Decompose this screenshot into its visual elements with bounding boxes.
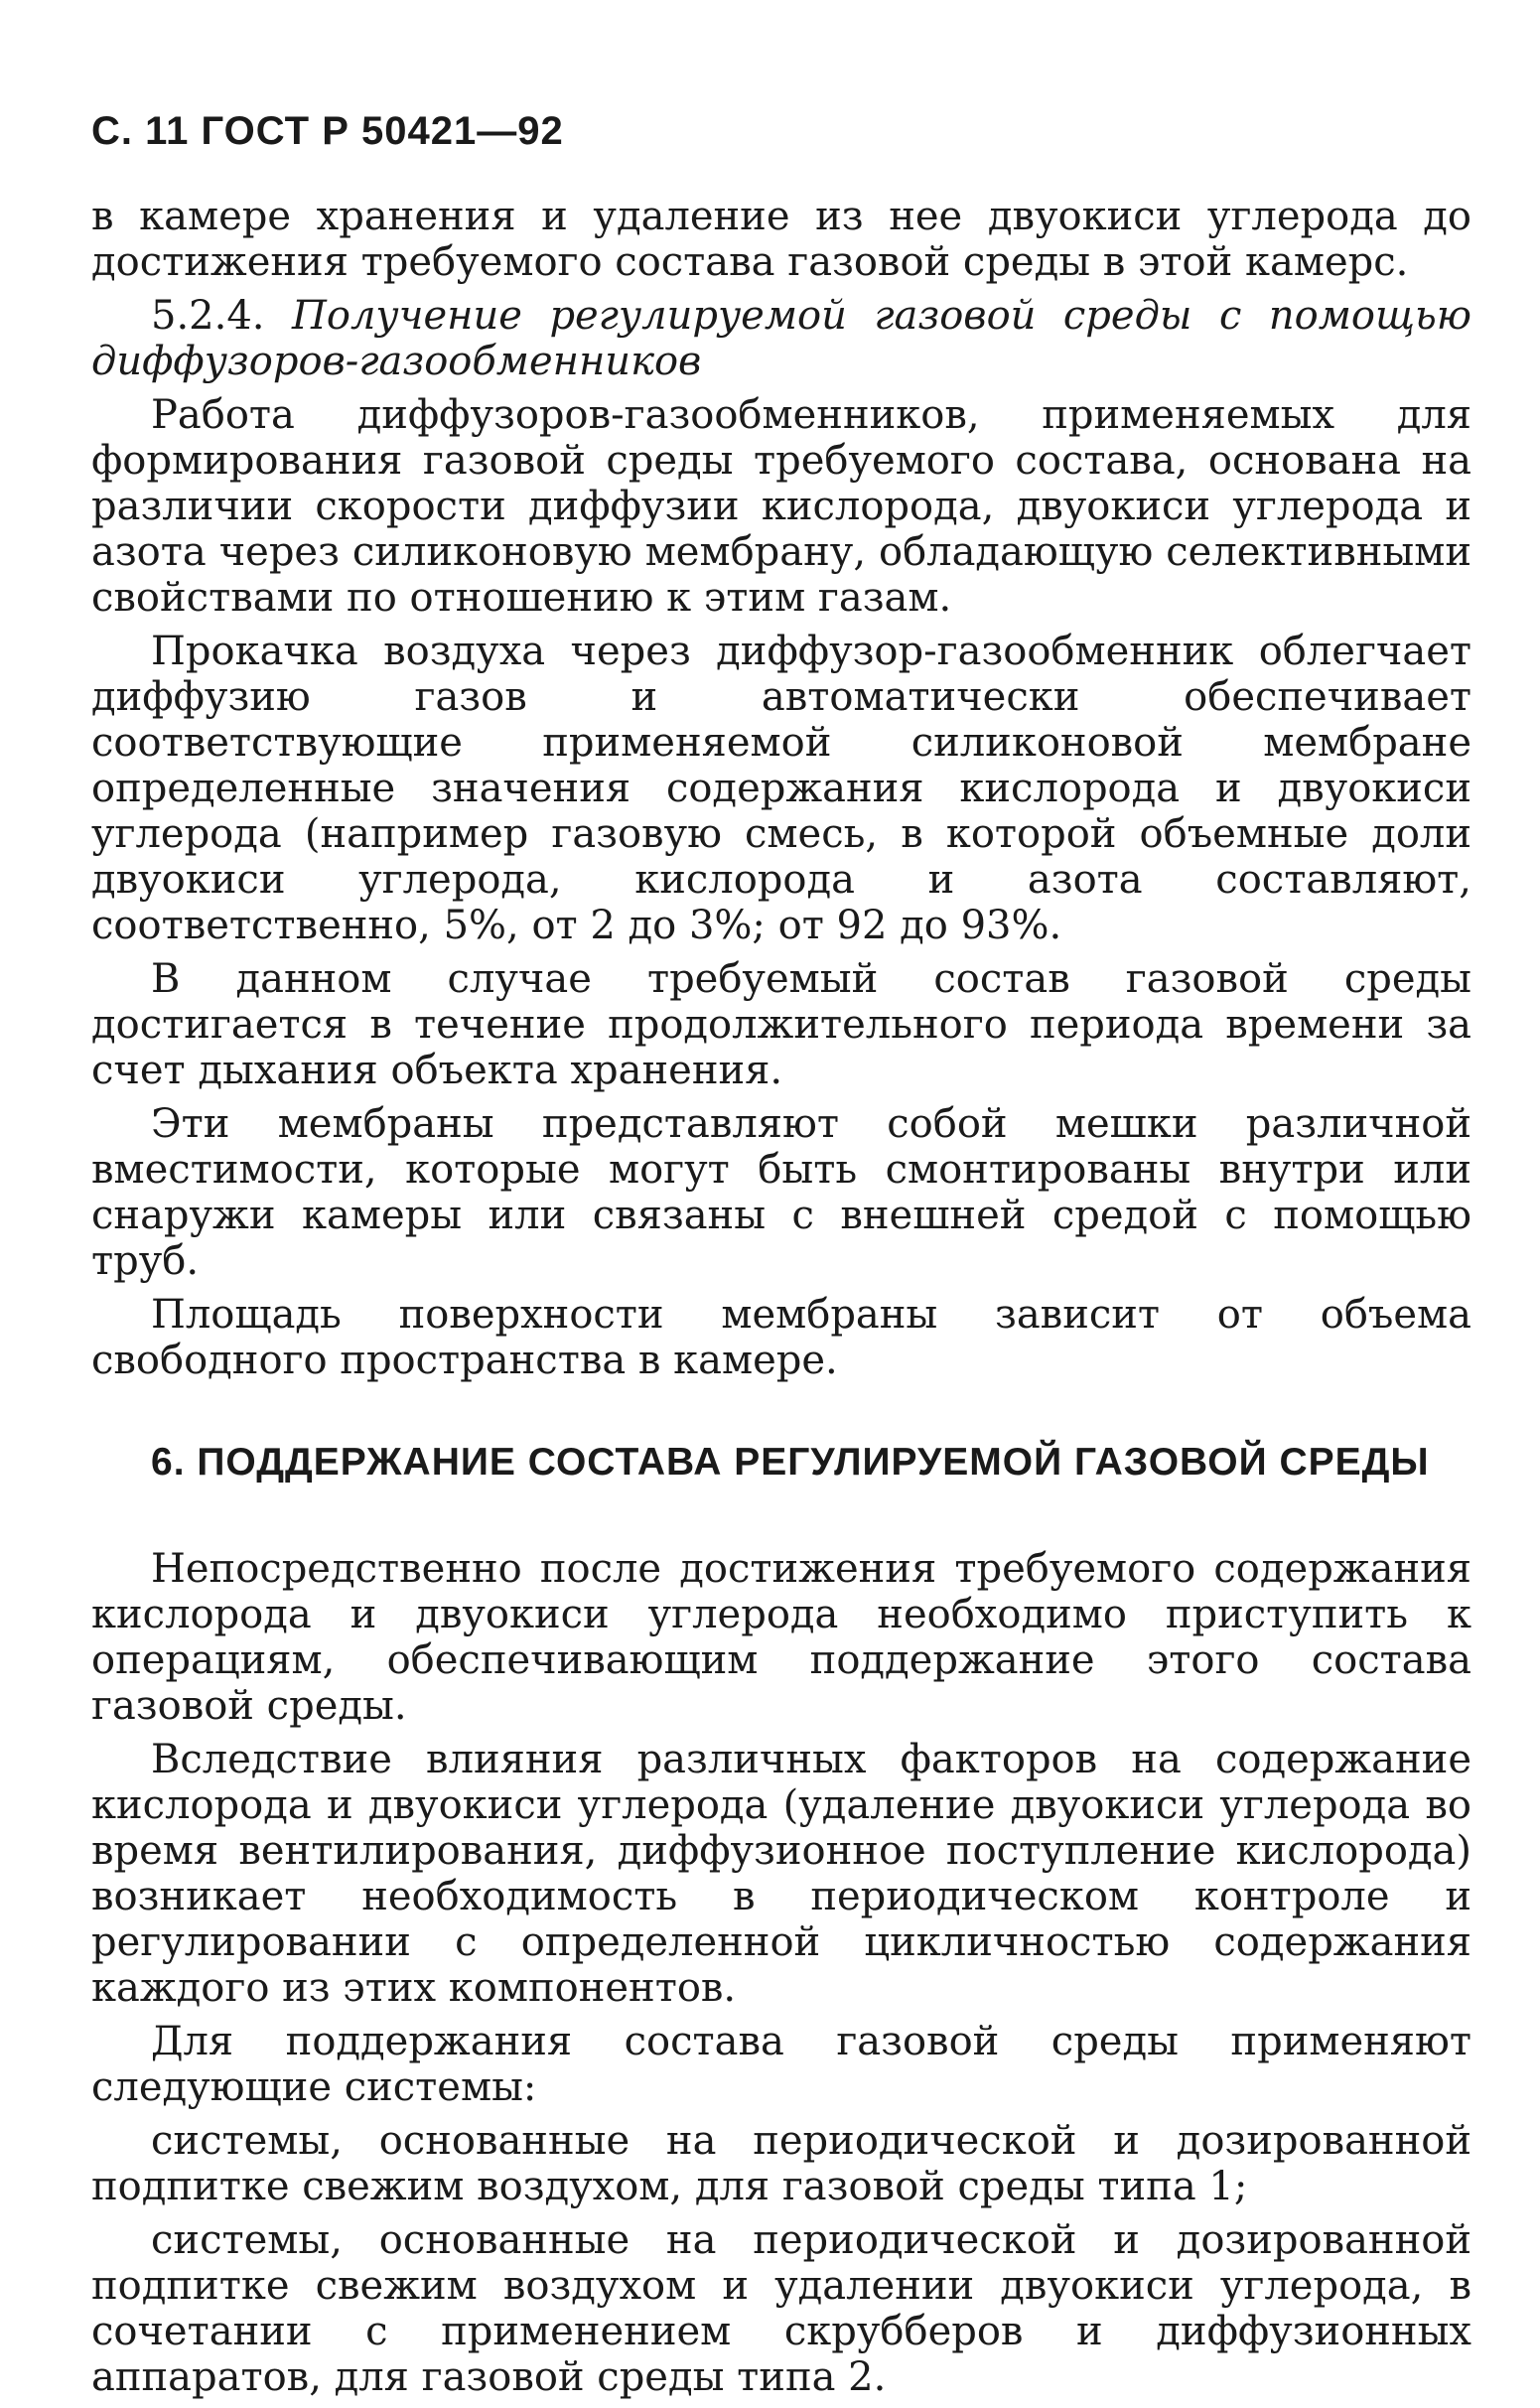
paragraph: Непосредственно после достижения требуемого содержания кислорода и двуокиси углерода необходимо приступить к операциям, обеспечивающим поддержание этого состава газовой среды.: [91, 1546, 1471, 1729]
paragraph: Площадь поверхности мембраны зависит от объема свободного пространства в камере.: [91, 1292, 1471, 1383]
subsection-heading: [91, 293, 1471, 384]
section-title: 6. ПОДДЕРЖАНИЕ СОСТАВА РЕГУЛИРУЕМОЙ ГАЗОВОЙ СРЕДЫ: [151, 1441, 1430, 1484]
paragraph: Эти мембраны представляют собой мешки различной вместимости, которые могут быть смонтированы внутри или снаружи камеры или связаны с внешней средой с помощью труб.: [91, 1101, 1471, 1284]
paragraph: В данном случае требуемый состав газовой среды достигается в течение продолжительного периода времени за счет дыхания объекта хранения.: [91, 956, 1471, 1093]
page-header: С. 11 ГОСТ Р 50421—92: [91, 109, 564, 153]
paragraph: Для поддержания состава газовой среды применяют следующие системы:: [91, 2019, 1471, 2110]
subsection-title: Получение регулируемой газовой среды с помощью диффузоров-газообменников: [91, 293, 1471, 384]
document-page: [91, 109, 1471, 2408]
paragraph: Прокачка воздуха через диффузор-газообменник облегчает диффузию газов и автоматически обеспечивает соответствующие применяемой силиконовой мембране определенные значения содержания кислорода и двуокиси углерода (например газовую смесь, в которой объемные доли двуокиси углерода, кислорода и азота составляют, соответственно, 5%, от 2 до 3%; от 92 до 93%.: [91, 629, 1471, 948]
subsection-number: 5.2.4.: [151, 293, 265, 339]
paragraph: Работа диффузоров-газообменников, применяемых для формирования газовой среды требуемого состава, основана на различии скорости диффузии кислорода, двуокиси углерода и азота через силиконовую мембрану, обладающую селективными свойствами по отношению к этим газам.: [91, 392, 1471, 621]
paragraph-continuation: в камере хранения и удаление из нее двуокиси углерода до достижения требуемого состава газовой среды в этой камерс.: [91, 194, 1471, 285]
list-item: системы, основанные на периодической и дозированной подпитке свежим воздухом, для газовой среды типа 1;: [91, 2118, 1471, 2209]
list-item: системы, основанные на периодической и дозированной подпитке свежим воздухом и удалении двуокиси углерода, в сочетании с применением скрубберов и диффузионных аппаратов, для газовой среды типа 2.: [91, 2217, 1471, 2400]
paragraph: Вследствие влияния различных факторов на содержание кислорода и двуокиси углерода (удаление двуокиси углерода во время вентилирования, диффузионное поступление кислорода) возникает необходимость в периодическом контроле и регулировании с определенной цикличностью содержания каждого из этих компонентов.: [91, 1737, 1471, 2011]
